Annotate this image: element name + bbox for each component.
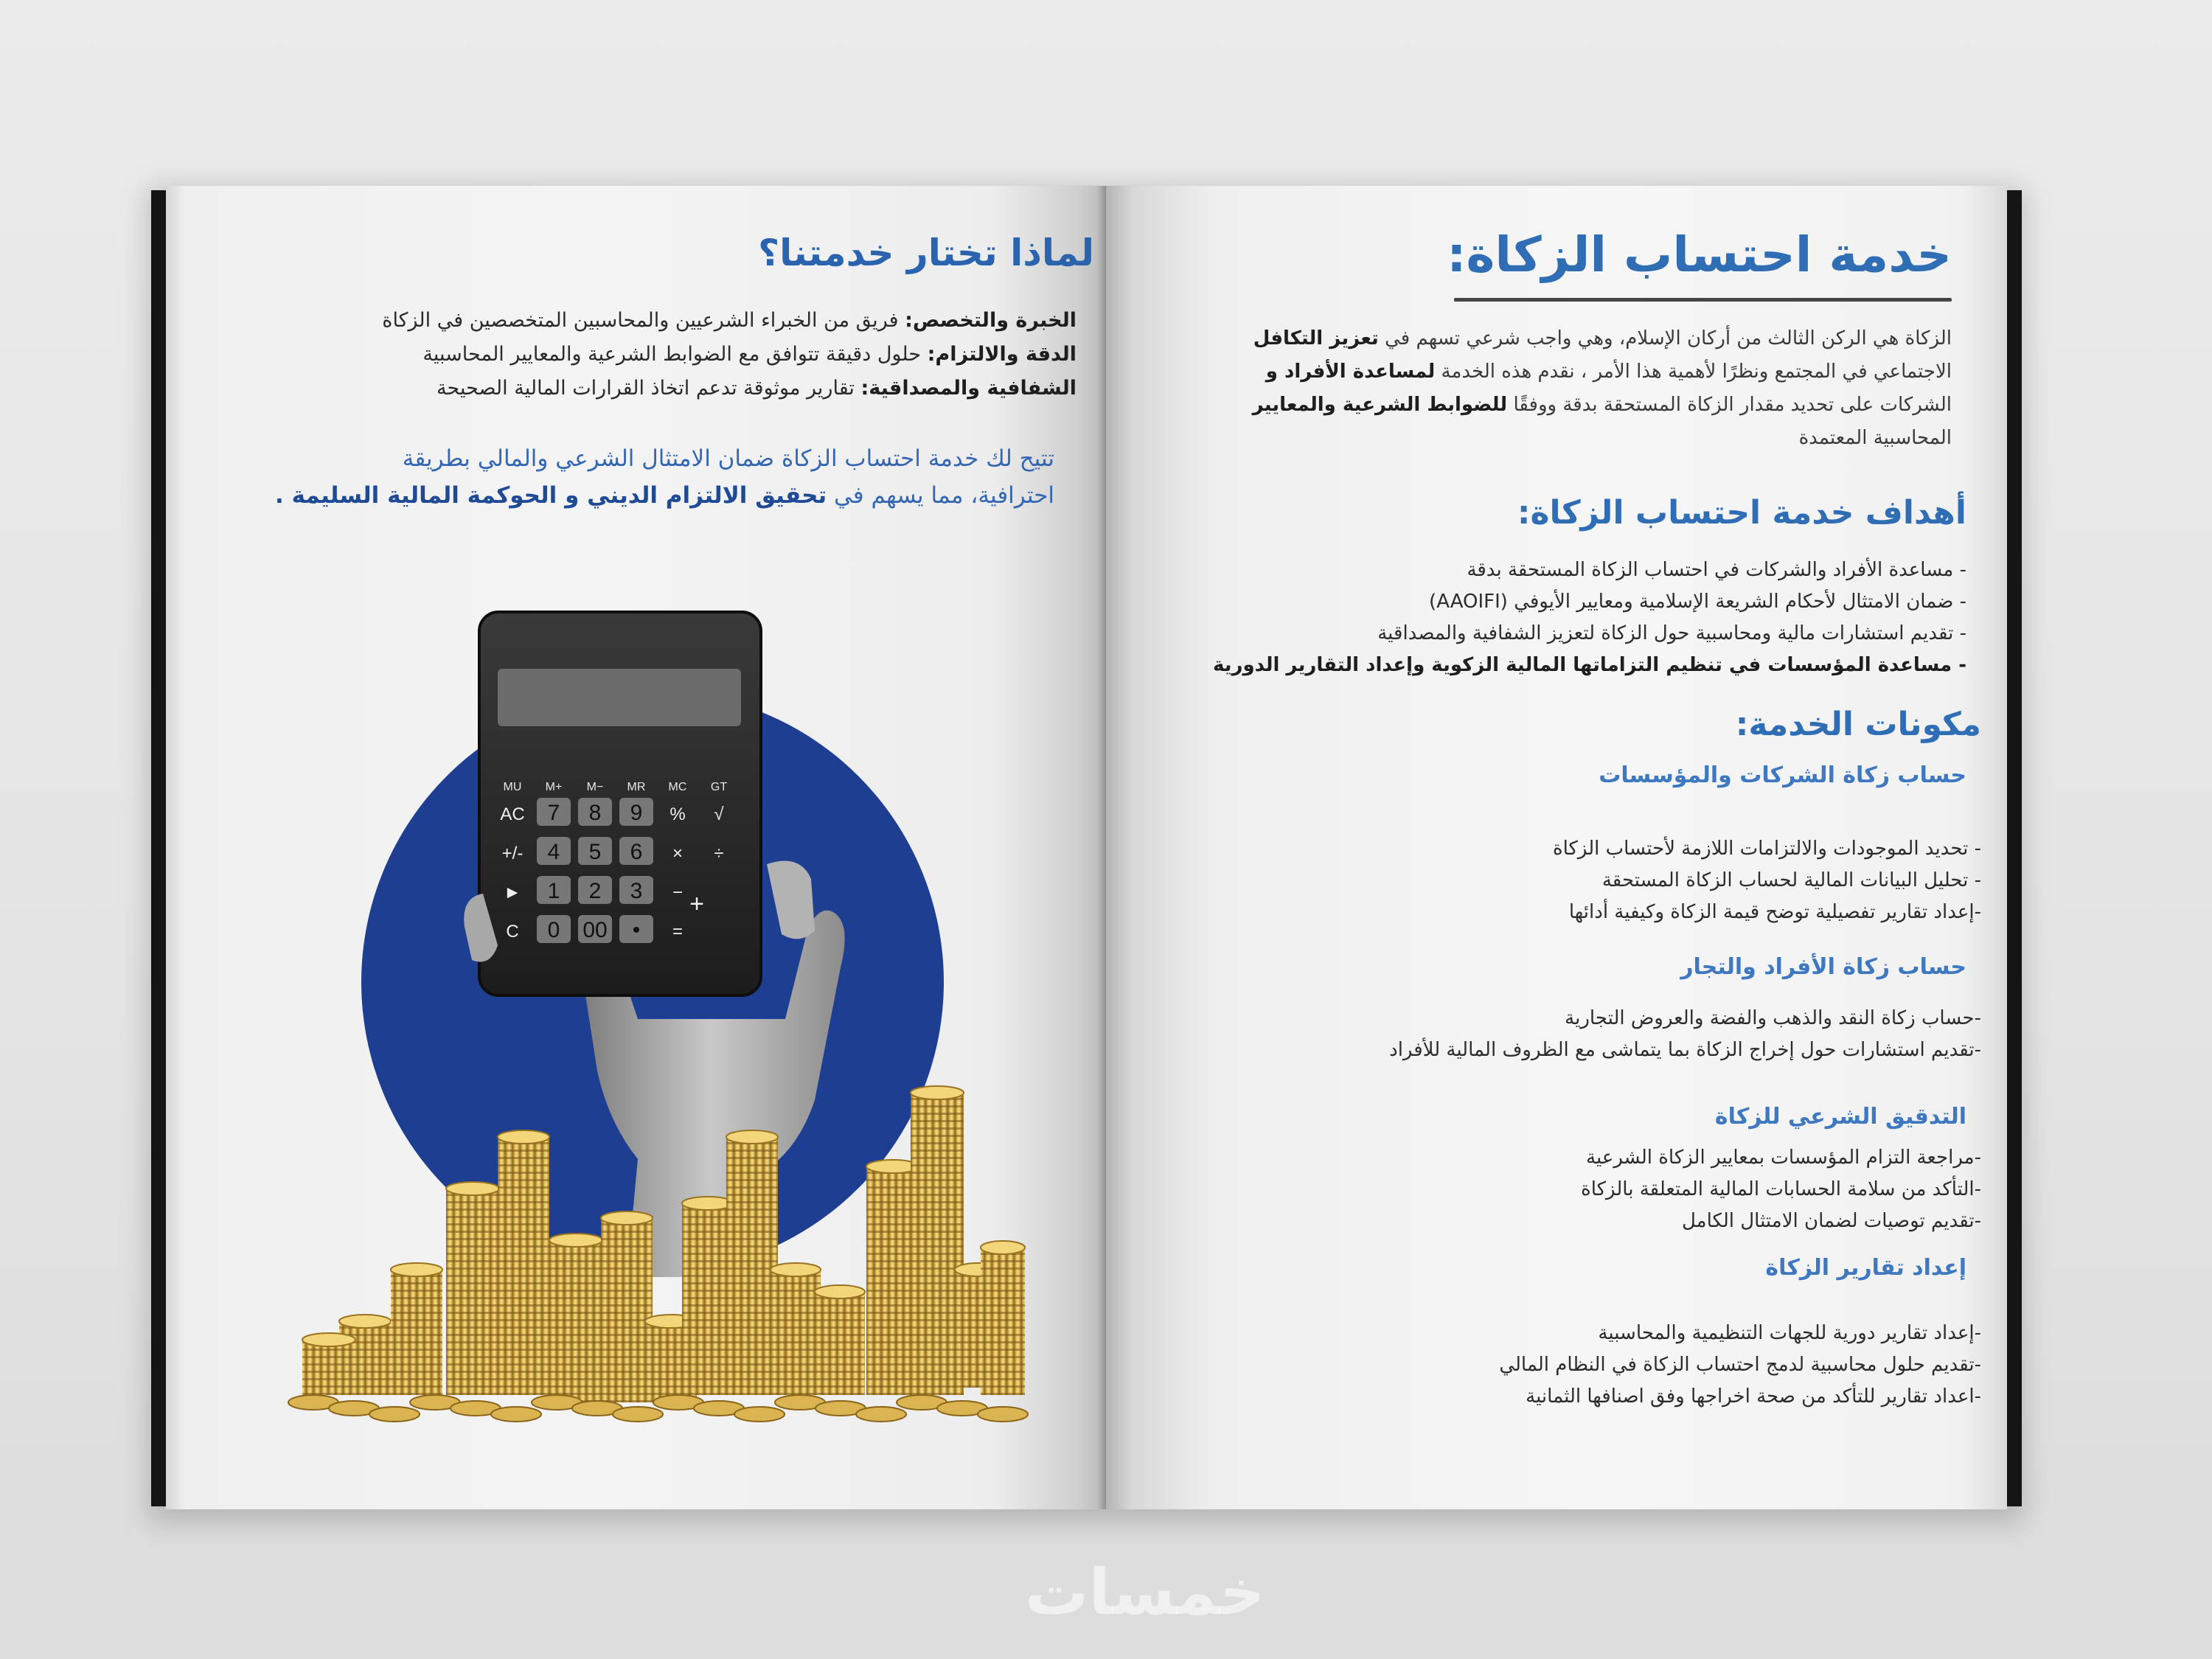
calculator-key-label: 2	[588, 879, 602, 903]
coin-stack	[446, 1189, 499, 1395]
component-item: -حساب زكاة النقد والذهب والفضة والعروض التجارية	[1565, 1007, 1981, 1029]
calculator-key-label: GT	[710, 781, 728, 793]
component-item: -اعداد تقارير للتأكد من صحة اخراجها وفق اصنافها الثمانية	[1526, 1385, 1981, 1408]
left-page	[166, 186, 1106, 1509]
intro-bold: لمساعدة الأفراد و	[1265, 361, 1436, 383]
intro-line	[1178, 355, 1952, 389]
calculator-key-label: M+	[545, 781, 563, 793]
calculator-key-label: =	[672, 922, 684, 942]
components-title: مكونات الخدمة:	[1735, 706, 1981, 743]
coin-top	[391, 1263, 442, 1276]
reason-text: فريق من الخبراء الشرعيين والمحاسبين المتخصصين في الزكاة	[382, 309, 905, 332]
calculator-key-label: C	[506, 922, 519, 942]
coin-stack	[498, 1137, 549, 1395]
zakat-calculator-illustration	[166, 186, 1106, 1509]
calculator-key-label: 1	[547, 879, 560, 903]
coin-stack	[601, 1218, 653, 1402]
calculator-key-label: ÷	[714, 844, 724, 863]
coin-top	[771, 1263, 821, 1276]
left-page-title: لماذا تختار خدمتنا؟	[758, 232, 1094, 274]
loose-coin	[491, 1407, 541, 1422]
loose-coin	[613, 1407, 663, 1422]
coin-top	[446, 1182, 499, 1195]
calculator-key-label: MC	[668, 781, 687, 793]
highlight-line: تتيح لك خدمة احتساب الزكاة ضمان الامتثال الشرعي والمالي بطريقة	[402, 445, 1054, 472]
calculator-key-label: 0	[547, 918, 560, 942]
reason-label: الخبرة والتخصص:	[905, 309, 1077, 332]
intro-line	[1178, 322, 1952, 355]
calculator-key-label: 6	[630, 840, 643, 864]
component-section-list	[1553, 833, 1981, 928]
coin-top	[498, 1130, 549, 1144]
component-section-list	[1499, 1318, 1981, 1413]
component-section-title: حساب زكاة الشركات والمؤسسات	[1599, 762, 1966, 788]
reason-text: تقارير موثوقة تدعم اتخاذ القرارات المالية الصحيحة	[437, 377, 861, 400]
right-page	[1106, 186, 2007, 1509]
component-section-list	[1581, 1142, 1981, 1237]
calculator-key-label: 8	[588, 801, 602, 825]
book-cover-edge-right	[2006, 190, 2022, 1506]
title-underline	[1454, 298, 1952, 302]
intro-line	[1178, 389, 1952, 422]
coin-stack	[815, 1292, 865, 1395]
calculator-key-label: √	[714, 804, 724, 824]
calculator-key-label: %	[669, 804, 686, 824]
intro-text: الشركات على تحديد مقدار الزكاة المستحقة بدقة ووفقًا	[1507, 394, 1952, 416]
coin-stack	[302, 1340, 355, 1395]
component-item: -تقديم توصيات لضمان الامتثال الكامل	[1681, 1210, 1981, 1232]
calculator-key-label: 3	[630, 879, 643, 903]
calculator-key-label: 9	[630, 801, 643, 825]
intro-text: الاجتماعي في المجتمع ونظرًا لأهمية هذا الأمر ، نقدم هذه الخدمة	[1435, 361, 1952, 383]
component-item: -تقديم حلول محاسبية لدمج احتساب الزكاة في النظام المالي	[1499, 1354, 1981, 1376]
loose-coin	[734, 1407, 785, 1422]
intro-text: الزكاة هي الركن الثالث من أركان الإسلام، وهي واجب شرعي تسهم في	[1378, 327, 1952, 349]
component-item: - تحليل البيانات المالية لحساب الزكاة المستحقة	[1601, 869, 1981, 891]
component-item: -مراجعة التزام المؤسسات بمعايير الزكاة الشرعية	[1586, 1147, 1981, 1169]
coin-stack	[391, 1270, 442, 1395]
component-section-list	[1389, 1003, 1981, 1066]
intro-bold: للضوابط الشرعية والمعايير	[1252, 394, 1508, 416]
coin-top	[682, 1197, 734, 1210]
coin-top	[815, 1285, 865, 1298]
component-section-title: إعداد تقارير الزكاة	[1765, 1255, 1966, 1281]
loose-coin	[369, 1407, 420, 1422]
coin-top	[549, 1234, 602, 1247]
calculator-key-label: 4	[547, 840, 560, 864]
coin-top	[726, 1130, 778, 1144]
goal-item: - تقديم استشارات مالية ومحاسبية حول الزكاة لتعزيز الشفافية والمصداقية	[1377, 622, 1966, 644]
reason-label: الشفافية والمصداقية:	[860, 377, 1077, 400]
coin-stack	[726, 1137, 778, 1395]
goal-item: - مساعدة الأفراد والشركات في احتساب الزكاة المستحقة بدقة	[1467, 559, 1966, 581]
calculator-key-label: AC	[500, 804, 525, 824]
calculator-key-label: ►	[504, 883, 521, 902]
component-section-title: التدقيق الشرعي للزكاة	[1714, 1104, 1966, 1130]
intro-paragraph	[1178, 322, 1952, 455]
calculator-key-label: 00	[582, 918, 608, 942]
component-item: - تحديد الموجودات والالتزامات اللازمة لأحتساب الزكاة	[1552, 838, 1981, 860]
book-cover-edge-left	[151, 190, 167, 1506]
calculator-key-label: 5	[588, 840, 602, 864]
component-item: -التأكد من سلامة الحسابات المالية المتعلقة بالزكاة	[1581, 1178, 1981, 1200]
component-section-title: حساب زكاة الأفراد والتجار	[1680, 954, 1966, 980]
calculator-key-label: +/-	[501, 844, 524, 863]
goal-item: - مساعدة المؤسسات في تنظيم التزاماتها المالية الزكوية وإعداد التقارير الدورية	[1213, 654, 1966, 676]
coin-stack	[549, 1240, 602, 1402]
component-item: -إعداد تقارير تفصيلية توضح قيمة الزكاة وكيفية أدائها	[1568, 901, 1981, 923]
coin-stack	[771, 1270, 821, 1395]
watermark-logo: خمسات	[1025, 1556, 1265, 1630]
goal-item: - ضمان الامتثال لأحكام الشريعة الإسلامية ومعايير الأيوفي (AAOIFI)	[1429, 591, 1966, 613]
goals-title: أهداف خدمة احتساب الزكاة:	[1517, 494, 1966, 532]
loose-coin	[978, 1407, 1028, 1422]
coin-stack	[682, 1203, 734, 1395]
coin-top	[339, 1315, 391, 1328]
reason-label: الدقة والالتزام:	[927, 343, 1077, 366]
calculator-key-label: −	[672, 883, 684, 902]
calculator-key-label: •	[632, 918, 641, 942]
coin-top	[302, 1333, 355, 1346]
calculator-key-label: ×	[672, 844, 684, 863]
loose-coin	[856, 1407, 906, 1422]
component-item: -تقديم استشارات حول إخراج الزكاة بما يتماشى مع الظروف المالية للأفراد	[1389, 1039, 1981, 1061]
calculator-key-label: MR	[627, 781, 646, 793]
calculator-key-label: M−	[586, 781, 604, 793]
coin-top	[911, 1086, 964, 1099]
reason-text: حلول دقيقة تتوافق مع الضوابط الشرعية والمعايير المحاسبية	[422, 343, 928, 366]
highlight-text: احترافية، مما يسهم في	[827, 482, 1054, 509]
calculator-key-label: +	[689, 890, 704, 918]
calculator-key-label: 7	[547, 801, 560, 825]
right-page-title: خدمة احتساب الزكاة:	[1447, 226, 1952, 283]
intro-bold: تعزيز التكافل	[1253, 327, 1379, 349]
highlight-bold-text: تحقيق الالتزام الديني و الحوكمة المالية السليمة .	[275, 482, 827, 509]
component-item: -إعداد تقارير دورية للجهات التنظيمية والمحاسبية	[1598, 1322, 1981, 1344]
coin-top	[981, 1241, 1025, 1254]
calculator-key-label: MU	[503, 781, 522, 793]
intro-line: المحاسبية المعتمدة	[1798, 427, 1952, 449]
coin-top	[601, 1211, 653, 1225]
goals-list	[1213, 554, 1966, 681]
coin-stack	[981, 1248, 1025, 1395]
